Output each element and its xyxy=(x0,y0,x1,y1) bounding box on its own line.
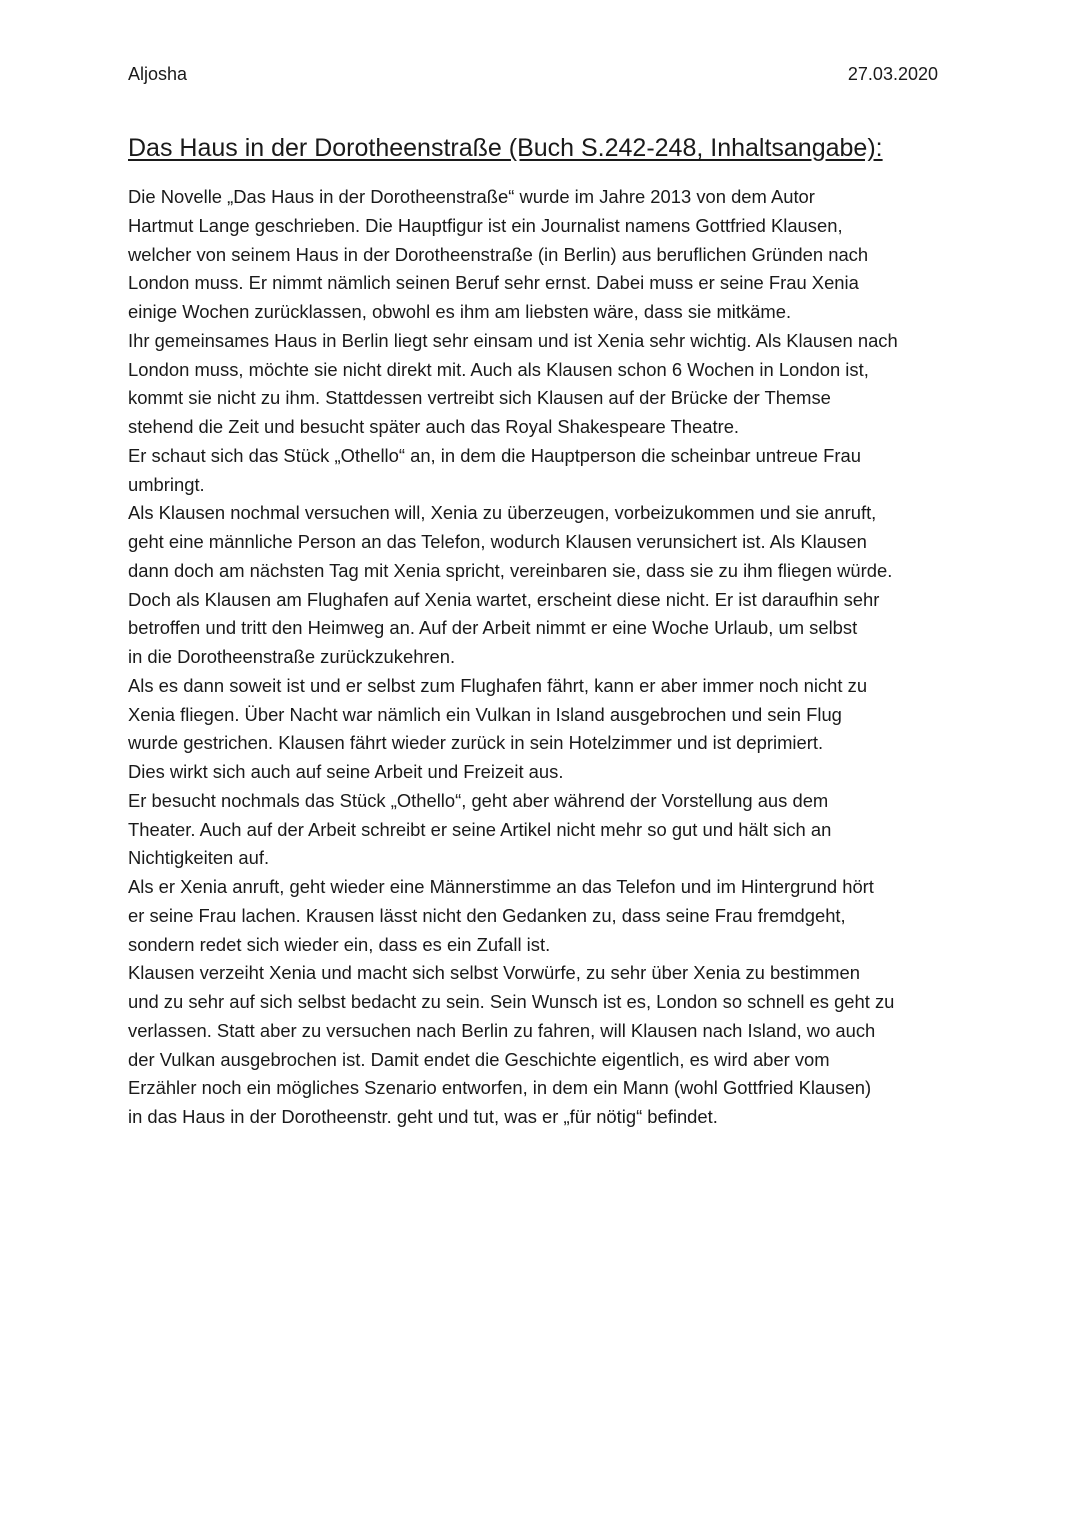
text-line: der Vulkan ausgebrochen ist. Damit endet die Geschichte eigentlich, es wird aber vom xyxy=(128,1048,830,1070)
text-line: welcher von seinem Haus in der Dorotheenstraße (in Berlin) aus beruflichen Gründen nach xyxy=(128,243,869,265)
text-line: Als er Xenia anruft, geht wieder eine Männerstimme an das Telefon und im Hintergrund hört xyxy=(128,876,874,897)
author-name: Aljosha xyxy=(128,64,188,84)
text-line: Er schaut sich das Stück „Othello“ an, in dem die Hauptperson die scheinbar untreue Frau xyxy=(128,444,861,466)
text-line: stehend die Zeit und besucht später auch das Royal Shakespeare Theatre. xyxy=(128,416,740,437)
text-line: Dies wirkt sich auch auf seine Arbeit und Freizeit aus. xyxy=(128,761,564,782)
text-line: Als es dann soweit ist und er selbst zum Flughafen fährt, kann er aber immer noch nicht zu xyxy=(128,674,868,696)
text-line: London muss. Er nimmt nämlich seinen Beruf sehr ernst. Dabei muss er seine Frau Xenia xyxy=(128,272,859,294)
text-line: dann doch am nächsten Tag mit Xenia spricht, vereinbaren sie, dass sie zu ihm fliegen würde. xyxy=(128,559,893,581)
text-line: wurde gestrichen. Klausen fährt wieder zurück in sein Hotelzimmer und ist deprimiert. xyxy=(128,732,824,754)
text-line: geht eine männliche Person an das Telefon, wodurch Klausen verunsichert ist. Als Klausen xyxy=(128,531,867,552)
text-line: sondern redet sich wieder ein, dass es ein Zufall ist. xyxy=(128,933,551,955)
text-line: London muss, möchte sie nicht direkt mit. Auch als Klausen schon 6 Wochen in London ist, xyxy=(128,358,869,380)
text-line: Hartmut Lange geschrieben. Die Hauptfigur ist ein Journalist namens Gottfried Klausen, xyxy=(128,214,843,236)
text-line: Er besucht nochmals das Stück „Othello“, geht aber während der Vorstellung aus dem xyxy=(128,789,829,811)
text-line: er seine Frau lachen. Krausen lässt nicht den Gedanken zu, dass seine Frau fremdgeht, xyxy=(128,904,846,926)
text-line: in das Haus in der Dorotheenstr. geht und tut, was er „für nötig“ befindet. xyxy=(128,1106,718,1127)
text-line: Doch als Klausen am Flughafen auf Xenia wartet, erscheint diese nicht. Er ist daraufhin sehr xyxy=(128,588,880,610)
text-line: Nichtigkeiten auf. xyxy=(128,847,270,869)
text-line: kommt sie nicht zu ihm. Stattdessen vertreibt sich Klausen auf der Brücke der Themse xyxy=(128,387,831,409)
text-line: Ihr gemeinsames Haus in Berlin liegt sehr einsam und ist Xenia sehr wichtig. Als Klausen nach xyxy=(128,329,898,351)
text-line: und zu sehr auf sich selbst bedacht zu sein. Sein Wunsch ist es, London so schnell es geht zu xyxy=(128,991,895,1012)
text-line: Erzähler noch ein mögliches Szenario entworfen, in dem ein Mann (wohl Gottfried Klausen) xyxy=(128,1077,872,1099)
text-line: Die Novelle „Das Haus in der Dorotheenstraße“ wurde im Jahre 2013 von dem Autor xyxy=(128,186,815,207)
text-line: Xenia fliegen. Über Nacht war nämlich ein Vulkan in Island ausgebrochen und sein Flug xyxy=(128,703,842,725)
text-line: Theater. Auch auf der Arbeit schreibt er seine Artikel nicht mehr so gut und hält sich an xyxy=(128,818,832,840)
document-title: Das Haus in der Dorotheenstraße (Buch S.242-248, Inhaltsangabe): xyxy=(128,134,883,162)
text-line: umbringt. xyxy=(128,473,205,495)
text-line: Als Klausen nochmal versuchen will, Xenia zu überzeugen, vorbeizukommen und sie anruft, xyxy=(128,502,877,524)
text-line: verlassen. Statt aber zu versuchen nach Berlin zu fahren, will Klausen nach Island, wo auch xyxy=(128,1019,876,1041)
text-line: betroffen und tritt den Heimweg an. Auf der Arbeit nimmt er eine Woche Urlaub, um selbst xyxy=(128,617,858,639)
summary-text xyxy=(128,183,968,1132)
text-line: in die Dorotheenstraße zurückzukehren. xyxy=(128,646,456,667)
text-line: Klausen verzeiht Xenia und macht sich selbst Vorwürfe, zu sehr über Xenia zu bestimmen xyxy=(128,962,860,984)
text-line: einige Wochen zurücklassen, obwohl es ihm am liebsten wäre, dass sie mitkäme. xyxy=(128,301,792,322)
page-header xyxy=(128,64,938,90)
document-date: 27.03.2020 xyxy=(847,64,938,84)
